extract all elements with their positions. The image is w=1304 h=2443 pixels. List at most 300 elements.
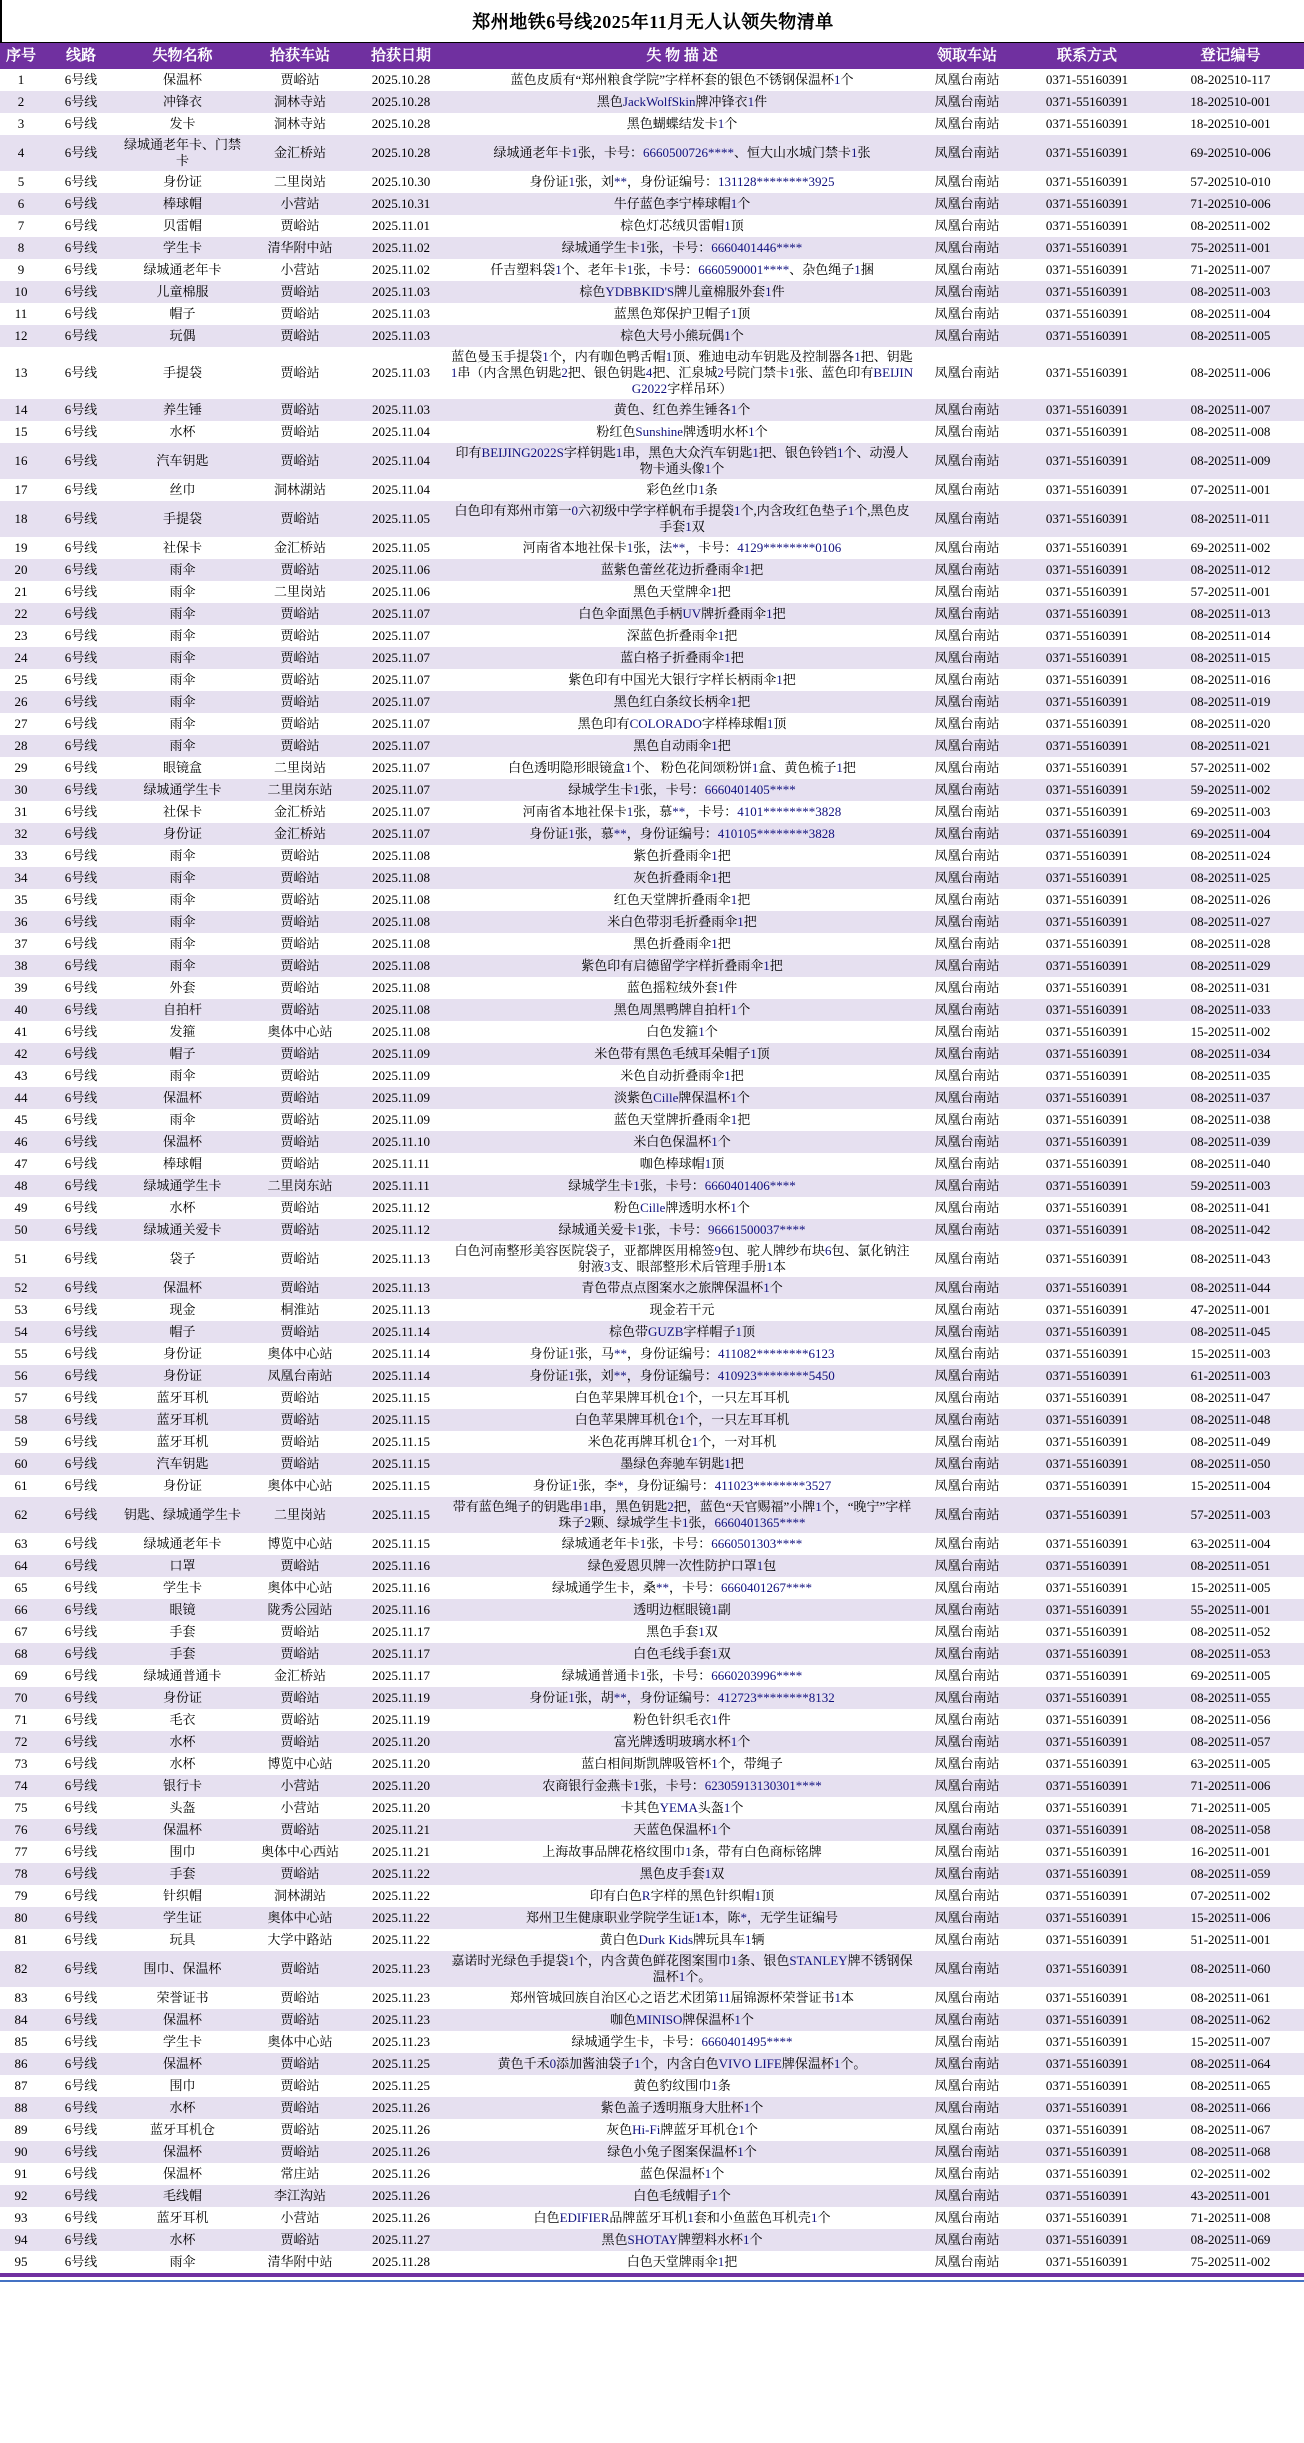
cell-no: 27 (14, 716, 28, 731)
cell-registration-no: 71-202511-006 (1190, 1778, 1271, 1793)
cell-line: 6号线 (64, 1368, 98, 1383)
cell-contact: 0371-55160391 (1045, 1368, 1129, 1383)
cell-found-date: 2025.11.15 (371, 1536, 431, 1551)
cell-line: 6号线 (64, 1478, 98, 1493)
cell-found-date: 2025.11.05 (371, 540, 431, 555)
cell-found-date: 2025.11.22 (371, 1866, 431, 1881)
cell-found-date: 2025.11.26 (371, 2188, 431, 2203)
cell-pickup-station: 凤凰台南站 (934, 1690, 1000, 1705)
cell-description: 绿城通学生卡1张，卡号：6660401446**** (561, 240, 803, 255)
cell-found-date: 2025.11.08 (371, 1024, 431, 1039)
table-row (0, 1885, 1304, 1907)
cell-line: 6号线 (64, 424, 98, 439)
cell-item-name: 雨伞 (169, 716, 196, 731)
cell-registration-no: 08-202511-038 (1190, 1112, 1271, 1127)
cell-description: 粉色针织毛衣1件 (633, 1712, 731, 1727)
cell-no: 34 (14, 870, 28, 885)
table-row (0, 237, 1304, 259)
cell-no: 42 (14, 1046, 28, 1061)
cell-no: 14 (14, 402, 28, 417)
cell-registration-no: 08-202511-006 (1190, 365, 1271, 380)
cell-found-date: 2025.11.12 (371, 1200, 431, 1215)
cell-found-station: 博览中心站 (267, 1536, 333, 1551)
cell-item-name: 雨伞 (169, 2254, 196, 2269)
cell-no: 71 (14, 1712, 28, 1727)
cell-no: 35 (14, 892, 28, 907)
table-row (0, 977, 1304, 999)
cell-contact: 0371-55160391 (1045, 1046, 1129, 1061)
cell-item-name: 保温杯 (162, 2012, 202, 2027)
cell-registration-no: 08-202511-014 (1190, 628, 1271, 643)
cell-registration-no: 08-202511-069 (1190, 2232, 1271, 2247)
cell-found-date: 2025.11.01 (371, 218, 431, 233)
cell-pickup-station: 凤凰台南站 (934, 870, 1000, 885)
cell-found-station: 贾峪站 (280, 1200, 320, 1215)
cell-item-name: 学生证 (162, 1910, 202, 1925)
cell-found-date: 2025.11.26 (371, 2144, 431, 2159)
cell-found-date: 2025.11.02 (371, 240, 431, 255)
cell-registration-no: 69-202511-004 (1190, 826, 1271, 841)
cell-description: 蓝色保温杯1个 (639, 2166, 725, 2181)
cell-description: 白色透明隐形眼镜盒1个、 粉色花间颂粉饼1盒、黄色梳子1把 (508, 760, 856, 775)
cell-contact: 0371-55160391 (1045, 914, 1129, 929)
cell-description: 白色伞面黑色手柄UV牌折叠雨伞1把 (578, 606, 786, 621)
cell-found-date: 2025.11.26 (371, 2166, 431, 2181)
table-row (0, 69, 1304, 91)
cell-pickup-station: 凤凰台南站 (934, 892, 1000, 907)
cell-registration-no: 57-202511-002 (1190, 760, 1271, 775)
cell-contact: 0371-55160391 (1045, 174, 1129, 189)
cell-found-station: 贾峪站 (280, 958, 320, 973)
cell-description: 白色毛线手套1双 (633, 1646, 731, 1661)
cell-found-station: 贾峪站 (280, 402, 320, 417)
cell-registration-no: 15-202511-005 (1190, 1580, 1271, 1595)
cell-item-name: 养生锤 (162, 402, 202, 417)
cell-found-station: 贾峪站 (280, 672, 320, 687)
table-row (0, 801, 1304, 823)
cell-registration-no: 16-202511-001 (1190, 1844, 1271, 1859)
cell-pickup-station: 凤凰台南站 (934, 1280, 1000, 1295)
cell-description: 牛仔蓝色李宁棒球帽1个 (613, 196, 751, 211)
cell-pickup-station: 凤凰台南站 (934, 650, 1000, 665)
table-row (0, 1841, 1304, 1863)
cell-registration-no: 57-202511-003 (1190, 1507, 1271, 1522)
cell-item-name: 围巾 (169, 1844, 196, 1859)
cell-found-station: 贾峪站 (280, 1002, 320, 1017)
cell-pickup-station: 凤凰台南站 (934, 1090, 1000, 1105)
cell-pickup-station: 凤凰台南站 (934, 2012, 1000, 2027)
cell-contact: 0371-55160391 (1045, 1800, 1129, 1815)
cell-contact: 0371-55160391 (1045, 1178, 1129, 1193)
cell-no: 32 (14, 826, 28, 841)
cell-registration-no: 08-202511-048 (1190, 1412, 1271, 1427)
cell-found-date: 2025.11.20 (371, 1800, 431, 1815)
cell-found-station: 贾峪站 (280, 1134, 320, 1149)
cell-contact: 0371-55160391 (1045, 1346, 1129, 1361)
cell-no: 4 (17, 145, 25, 160)
cell-found-station: 奥体中心站 (267, 1024, 333, 1039)
cell-no: 55 (14, 1346, 28, 1361)
cell-no: 70 (14, 1690, 28, 1705)
cell-pickup-station: 凤凰台南站 (934, 1068, 1000, 1083)
cell-contact: 0371-55160391 (1045, 1961, 1129, 1976)
cell-line: 6号线 (64, 482, 98, 497)
cell-no: 22 (14, 606, 28, 621)
cell-line: 6号线 (64, 628, 98, 643)
cell-line: 6号线 (64, 848, 98, 863)
table-row (0, 1197, 1304, 1219)
cell-registration-no: 08-202511-044 (1190, 1280, 1271, 1295)
cell-found-date: 2025.11.13 (371, 1280, 431, 1295)
cell-found-station: 贾峪站 (280, 980, 320, 995)
cell-no: 17 (14, 482, 28, 497)
cell-pickup-station: 凤凰台南站 (934, 760, 1000, 775)
cell-contact: 0371-55160391 (1045, 1602, 1129, 1617)
table-row (0, 479, 1304, 501)
cell-found-station: 洞林寺站 (273, 116, 326, 131)
table-row (0, 625, 1304, 647)
table-row (0, 1043, 1304, 1065)
cell-line: 6号线 (64, 1251, 98, 1266)
cell-registration-no: 18-202510-001 (1190, 94, 1271, 109)
cell-no: 87 (14, 2078, 28, 2093)
cell-found-date: 2025.11.16 (371, 1580, 431, 1595)
cell-found-station: 贾峪站 (280, 424, 320, 439)
table-row (0, 1431, 1304, 1453)
table-row (0, 501, 1304, 537)
cell-no: 15 (14, 424, 28, 439)
cell-pickup-station: 凤凰台南站 (934, 196, 1000, 211)
cell-line: 6号线 (64, 716, 98, 731)
cell-item-name: 蓝牙耳机 (156, 2210, 209, 2225)
cell-found-station: 贾峪站 (280, 365, 320, 380)
cell-line: 6号线 (64, 1712, 98, 1727)
cell-description: 白色河南整形美容医院袋子，亚都牌医用棉签9包、驼人牌纱布块6包、氯化钠注射液3支、眼部整形术后管理手册1本 (454, 1243, 910, 1274)
cell-no: 8 (17, 240, 25, 255)
table-row (0, 421, 1304, 443)
cell-contact: 0371-55160391 (1045, 2166, 1129, 2181)
cell-no: 80 (14, 1910, 28, 1925)
cell-found-date: 2025.11.25 (371, 2056, 431, 2071)
cell-found-date: 2025.11.07 (371, 804, 431, 819)
cell-found-date: 2025.11.07 (371, 716, 431, 731)
cell-pickup-station: 凤凰台南站 (934, 2100, 1000, 2115)
cell-pickup-station: 凤凰台南站 (934, 584, 1000, 599)
cell-found-date: 2025.11.15 (371, 1478, 431, 1493)
cell-registration-no: 08-202511-027 (1190, 914, 1271, 929)
cell-description: 郑州管城回族自治区心之语艺术团第11届锦源杯荣誉证书1本 (509, 1990, 855, 2005)
cell-item-name: 眼镜 (169, 1602, 196, 1617)
cell-pickup-station: 凤凰台南站 (934, 116, 1000, 131)
cell-item-name: 雨伞 (169, 1068, 196, 1083)
cell-line: 6号线 (64, 1536, 98, 1551)
cell-registration-no: 08-202511-059 (1190, 1866, 1271, 1881)
cell-no: 5 (17, 174, 25, 189)
cell-contact: 0371-55160391 (1045, 760, 1129, 775)
table-row (0, 845, 1304, 867)
cell-line: 6号线 (64, 1024, 98, 1039)
cell-found-date: 2025.11.03 (371, 306, 431, 321)
cell-contact: 0371-55160391 (1045, 650, 1129, 665)
cell-contact: 0371-55160391 (1045, 1668, 1129, 1683)
cell-found-station: 桐淮站 (280, 1302, 320, 1317)
cell-description: 蓝白相间斯凯牌吸管杯1个，带绳子 (581, 1756, 783, 1771)
cell-item-name: 银行卡 (162, 1778, 202, 1793)
header-line: 线路 (42, 43, 120, 70)
cell-item-name: 帽子 (169, 1324, 196, 1339)
cell-found-station: 贾峪站 (280, 1646, 320, 1661)
cell-found-date: 2025.11.15 (371, 1412, 431, 1427)
cell-no: 7 (17, 218, 25, 233)
cell-item-name: 雨伞 (169, 672, 196, 687)
cell-item-name: 现金 (169, 1302, 196, 1317)
cell-found-station: 贾峪站 (280, 716, 320, 731)
cell-pickup-station: 凤凰台南站 (934, 1346, 1000, 1361)
cell-pickup-station: 凤凰台南站 (934, 936, 1000, 951)
cell-description: 仟吉塑料袋1个、老年卡1张，卡号：6660590001****、杂色绳子1捆 (490, 262, 874, 277)
cell-found-date: 2025.11.20 (371, 1778, 431, 1793)
table-row (0, 1797, 1304, 1819)
cell-pickup-station: 凤凰台南站 (934, 1112, 1000, 1127)
cell-item-name: 保温杯 (162, 2144, 202, 2159)
cell-contact: 0371-55160391 (1045, 1002, 1129, 1017)
cell-line: 6号线 (64, 782, 98, 797)
cell-line: 6号线 (64, 1302, 98, 1317)
cell-found-date: 2025.11.17 (371, 1668, 431, 1683)
cell-line: 6号线 (64, 262, 98, 277)
cell-description: 印有白色R字样的黑色针织帽1顶 (589, 1888, 775, 1903)
cell-contact: 0371-55160391 (1045, 262, 1129, 277)
cell-line: 6号线 (64, 402, 98, 417)
cell-contact: 0371-55160391 (1045, 482, 1129, 497)
cell-line: 6号线 (64, 1200, 98, 1215)
cell-found-date: 2025.11.08 (371, 914, 431, 929)
cell-found-station: 奥体中心站 (267, 1478, 333, 1493)
cell-description: 黑色蝴蝶结发卡1个 (626, 116, 738, 131)
cell-found-station: 贾峪站 (280, 284, 320, 299)
cell-line: 6号线 (64, 870, 98, 885)
cell-found-date: 2025.11.07 (371, 826, 431, 841)
cell-found-date: 2025.11.03 (371, 328, 431, 343)
cell-contact: 0371-55160391 (1045, 1068, 1129, 1083)
cell-line: 6号线 (64, 1624, 98, 1639)
cell-description: 灰色Hi-Fi牌蓝牙耳机仓1个 (606, 2122, 758, 2137)
cell-no: 51 (14, 1251, 28, 1266)
page-title: 郑州地铁6号线2025年11月无人认领失物清单 (472, 12, 834, 32)
cell-line: 6号线 (64, 1090, 98, 1105)
cell-pickup-station: 凤凰台南站 (934, 453, 1000, 468)
cell-contact: 0371-55160391 (1045, 1251, 1129, 1266)
cell-found-date: 2025.11.08 (371, 980, 431, 995)
cell-item-name: 荣誉证书 (156, 1990, 209, 2005)
table-row (0, 1131, 1304, 1153)
cell-line: 6号线 (64, 1002, 98, 1017)
cell-no: 91 (14, 2166, 28, 2181)
cell-contact: 0371-55160391 (1045, 738, 1129, 753)
cell-description: 黄色豹纹围巾1条 (633, 2078, 731, 2093)
cell-found-date: 2025.11.16 (371, 1602, 431, 1617)
cell-contact: 0371-55160391 (1045, 1580, 1129, 1595)
cell-registration-no: 55-202511-001 (1190, 1602, 1271, 1617)
cell-registration-no: 08-202511-015 (1190, 650, 1271, 665)
table-row (0, 647, 1304, 669)
cell-found-station: 贾峪站 (280, 1822, 320, 1837)
cell-registration-no: 08-202511-035 (1190, 1068, 1271, 1083)
cell-contact: 0371-55160391 (1045, 606, 1129, 621)
cell-pickup-station: 凤凰台南站 (934, 1368, 1000, 1383)
cell-found-station: 清华附中站 (267, 240, 333, 255)
cell-no: 25 (14, 672, 28, 687)
cell-no: 24 (14, 650, 28, 665)
cell-found-date: 2025.11.15 (371, 1456, 431, 1471)
cell-pickup-station: 凤凰台南站 (934, 240, 1000, 255)
cell-found-station: 贾峪站 (280, 606, 320, 621)
cell-no: 58 (14, 1412, 28, 1427)
cell-item-name: 雨伞 (169, 606, 196, 621)
cell-description: 粉红色Sunshine牌透明水杯1个 (596, 424, 768, 439)
cell-registration-no: 08-202511-026 (1190, 892, 1271, 907)
table-row (0, 303, 1304, 325)
cell-item-name: 帽子 (169, 1046, 196, 1061)
cell-description: 河南省本地社保卡1张，慕**，卡号：4101********3828 (522, 804, 842, 819)
cell-line: 6号线 (64, 1068, 98, 1083)
cell-description: 黑色自动雨伞1把 (633, 738, 731, 753)
cell-line: 6号线 (64, 1866, 98, 1881)
cell-item-name: 围巾、保温杯 (143, 1961, 222, 1976)
cell-contact: 0371-55160391 (1045, 1756, 1129, 1771)
cell-contact: 0371-55160391 (1045, 2100, 1129, 2115)
cell-line: 6号线 (64, 2254, 98, 2269)
cell-pickup-station: 凤凰台南站 (934, 1046, 1000, 1061)
cell-description: 米色带有黑色毛绒耳朵帽子1顶 (594, 1046, 770, 1061)
cell-pickup-station: 凤凰台南站 (934, 1712, 1000, 1727)
cell-found-date: 2025.11.02 (371, 262, 431, 277)
cell-no: 86 (14, 2056, 28, 2071)
cell-description: 绿城通学生卡，卡号：6660401495**** (571, 2034, 793, 2049)
cell-found-station: 贾峪站 (280, 1222, 320, 1237)
table-row (0, 823, 1304, 845)
cell-found-station: 常庄站 (280, 2166, 320, 2181)
table-row (0, 735, 1304, 757)
cell-no: 12 (14, 328, 28, 343)
cell-found-station: 清华附中站 (267, 2254, 333, 2269)
cell-found-date: 2025.11.10 (371, 1134, 431, 1149)
cell-found-date: 2025.11.11 (372, 1156, 430, 1171)
cell-registration-no: 02-202511-002 (1190, 2166, 1271, 2181)
cell-contact: 0371-55160391 (1045, 848, 1129, 863)
cell-found-station: 金汇桥站 (273, 1668, 326, 1683)
cell-item-name: 社保卡 (162, 540, 202, 555)
cell-description: 身份证1张，胡**，身份证编号：412723********8132 (529, 1690, 835, 1705)
cell-description: 身份证1张，刘**，身份证编号：410923********5450 (529, 1368, 835, 1383)
cell-line: 6号线 (64, 562, 98, 577)
table-row (0, 443, 1304, 479)
cell-registration-no: 08-202511-008 (1190, 424, 1271, 439)
cell-pickup-station: 凤凰台南站 (934, 1866, 1000, 1881)
cell-line: 6号线 (64, 1390, 98, 1405)
cell-item-name: 冲锋衣 (162, 94, 202, 109)
cell-line: 6号线 (64, 738, 98, 753)
cell-line: 6号线 (64, 1822, 98, 1837)
cell-registration-no: 08-202511-062 (1190, 2012, 1271, 2027)
cell-item-name: 袋子 (169, 1251, 196, 1266)
cell-found-date: 2025.11.22 (371, 1932, 431, 1947)
cell-description: 绿城学生卡1张，卡号：6660401406**** (568, 1178, 796, 1193)
cell-contact: 0371-55160391 (1045, 1280, 1129, 1295)
cell-found-station: 贾峪站 (280, 738, 320, 753)
cell-item-name: 手提袋 (162, 511, 202, 526)
cell-registration-no: 71-202511-005 (1190, 1800, 1271, 1815)
table-row (0, 399, 1304, 421)
cell-pickup-station: 凤凰台南站 (934, 1434, 1000, 1449)
table-row (0, 1863, 1304, 1885)
cell-no: 46 (14, 1134, 28, 1149)
cell-registration-no: 08-202511-049 (1190, 1434, 1271, 1449)
cell-pickup-station: 凤凰台南站 (934, 980, 1000, 995)
cell-registration-no: 08-202511-034 (1190, 1046, 1271, 1061)
cell-item-name: 雨伞 (169, 738, 196, 753)
cell-no: 28 (14, 738, 28, 753)
cell-registration-no: 08-202511-004 (1190, 306, 1271, 321)
table-row (0, 999, 1304, 1021)
cell-pickup-station: 凤凰台南站 (934, 1961, 1000, 1976)
cell-item-name: 手套 (169, 1646, 196, 1661)
cell-pickup-station: 凤凰台南站 (934, 540, 1000, 555)
cell-item-name: 雨伞 (169, 650, 196, 665)
cell-line: 6号线 (64, 2166, 98, 2181)
cell-contact: 0371-55160391 (1045, 980, 1129, 995)
cell-found-date: 2025.11.26 (371, 2100, 431, 2115)
cell-found-station: 二里岗站 (273, 760, 326, 775)
cell-description: 粉色Cille牌透明水杯1个 (614, 1200, 750, 1215)
cell-found-station: 贾峪站 (280, 1866, 320, 1881)
cell-registration-no: 07-202511-002 (1190, 1888, 1271, 1903)
header-pickup-station: 领取车站 (917, 43, 1017, 70)
table-row (0, 955, 1304, 977)
cell-item-name: 发卡 (169, 116, 196, 131)
cell-pickup-station: 凤凰台南站 (934, 1756, 1000, 1771)
table-row (0, 215, 1304, 237)
cell-description: 绿色爱恩贝牌一次性防护口罩1包 (587, 1558, 777, 1573)
cell-item-name: 雨伞 (169, 914, 196, 929)
cell-contact: 0371-55160391 (1045, 365, 1129, 380)
cell-pickup-station: 凤凰台南站 (934, 1478, 1000, 1493)
cell-pickup-station: 凤凰台南站 (934, 218, 1000, 233)
cell-pickup-station: 凤凰台南站 (934, 804, 1000, 819)
cell-found-date: 2025.11.05 (371, 511, 431, 526)
table-row (0, 537, 1304, 559)
cell-line: 6号线 (64, 1324, 98, 1339)
cell-pickup-station: 凤凰台南站 (934, 72, 1000, 87)
cell-registration-no: 08-202511-052 (1190, 1624, 1271, 1639)
cell-found-station: 贾峪站 (280, 2056, 320, 2071)
cell-item-name: 雨伞 (169, 870, 196, 885)
cell-registration-no: 15-202511-003 (1190, 1346, 1271, 1361)
cell-no: 1 (17, 72, 25, 87)
cell-registration-no: 08-202511-040 (1190, 1156, 1271, 1171)
cell-line: 6号线 (64, 1932, 98, 1947)
cell-found-station: 贾峪站 (280, 1734, 320, 1749)
cell-item-name: 口罩 (169, 1558, 196, 1573)
cell-found-station: 贾峪站 (280, 1624, 320, 1639)
cell-contact: 0371-55160391 (1045, 2034, 1129, 2049)
cell-pickup-station: 凤凰台南站 (934, 328, 1000, 343)
cell-contact: 0371-55160391 (1045, 1844, 1129, 1859)
table-row (0, 1365, 1304, 1387)
cell-registration-no: 08-202511-051 (1190, 1558, 1271, 1573)
cell-no: 72 (14, 1734, 28, 1749)
cell-found-date: 2025.11.08 (371, 870, 431, 885)
